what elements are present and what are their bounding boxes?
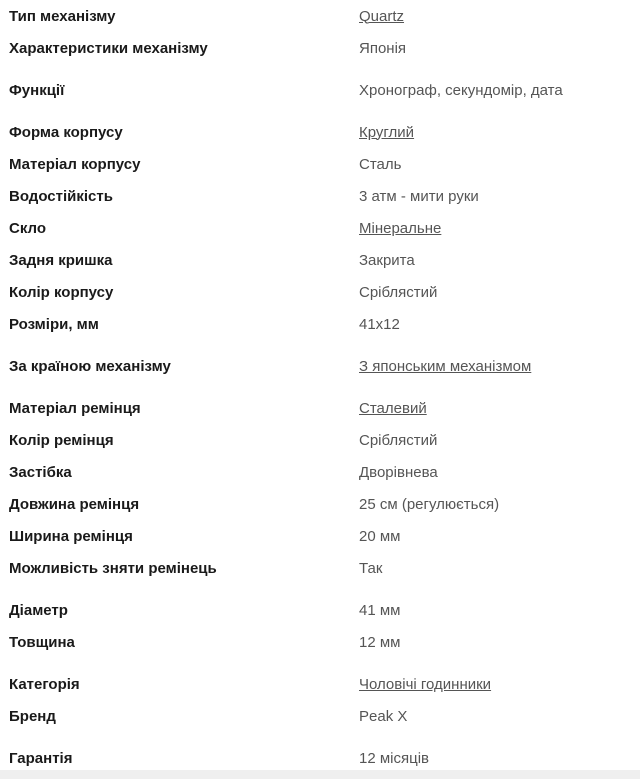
spec-value: 12 місяців bbox=[359, 749, 430, 767]
spec-label: Довжина ремінця bbox=[9, 495, 140, 513]
spec-label: Колір корпусу bbox=[9, 283, 114, 301]
spec-row-case-shape bbox=[0, 116, 640, 148]
spec-row-dimensions bbox=[0, 308, 640, 340]
page-bottom-divider bbox=[0, 770, 640, 779]
spec-label: Матеріал ремінця bbox=[9, 399, 141, 417]
spec-row-water-resistance bbox=[0, 180, 640, 212]
spec-row-movement-type bbox=[0, 0, 640, 32]
spec-value: Сріблястий bbox=[359, 431, 438, 449]
spec-value: 12 мм bbox=[359, 633, 401, 651]
spec-row-strap-color bbox=[0, 424, 640, 456]
spec-row-strap-material bbox=[0, 392, 640, 424]
spec-value: Хронограф, секундомір, дата bbox=[359, 81, 563, 99]
spec-value: Дворівнева bbox=[359, 463, 438, 481]
spec-row-category bbox=[0, 668, 640, 700]
spec-value-link[interactable]: Круглий bbox=[359, 123, 415, 141]
spec-value: Сталь bbox=[359, 155, 402, 173]
spec-value: Так bbox=[359, 559, 383, 577]
spec-label: Розміри, мм bbox=[9, 315, 99, 333]
spec-label: Функції bbox=[9, 81, 65, 99]
spec-label: За країною механізму bbox=[9, 357, 171, 375]
spec-row-thickness bbox=[0, 626, 640, 658]
spec-row-clasp bbox=[0, 456, 640, 488]
spec-row-diameter bbox=[0, 594, 640, 626]
spec-label: Товщина bbox=[9, 633, 75, 651]
spec-label: Водостійкість bbox=[9, 187, 113, 205]
spec-value: Peak X bbox=[359, 707, 408, 725]
spec-label: Застібка bbox=[9, 463, 72, 481]
spec-row-back-cover bbox=[0, 244, 640, 276]
spec-row-glass bbox=[0, 212, 640, 244]
spec-value-link[interactable]: Мінеральне bbox=[359, 219, 442, 237]
spec-value: 20 мм bbox=[359, 527, 401, 545]
spec-row-movement-country bbox=[0, 350, 640, 382]
spec-label: Бренд bbox=[9, 707, 56, 725]
spec-label: Форма корпусу bbox=[9, 123, 123, 141]
spec-row-strap-length bbox=[0, 488, 640, 520]
spec-value-link[interactable]: З японським механізмом bbox=[359, 357, 532, 375]
spec-row-case-material bbox=[0, 148, 640, 180]
spec-label: Скло bbox=[9, 219, 47, 237]
spec-value: 41 мм bbox=[359, 601, 401, 619]
spec-label: Діаметр bbox=[9, 601, 68, 619]
spec-row-movement-specs bbox=[0, 32, 640, 64]
spec-value-link[interactable]: Чоловічі годинники bbox=[359, 675, 492, 693]
spec-value: 3 атм - мити руки bbox=[359, 187, 479, 205]
spec-label: Ширина ремінця bbox=[9, 527, 133, 545]
spec-row-removable-strap bbox=[0, 552, 640, 584]
spec-row-functions bbox=[0, 74, 640, 106]
spec-row-case-color bbox=[0, 276, 640, 308]
spec-label: Колір ремінця bbox=[9, 431, 114, 449]
spec-label: Гарантія bbox=[9, 749, 73, 767]
spec-label: Матеріал корпусу bbox=[9, 155, 141, 173]
spec-value-link[interactable]: Quartz bbox=[359, 7, 405, 25]
spec-row-strap-width bbox=[0, 520, 640, 552]
spec-label: Задня кришка bbox=[9, 251, 113, 269]
spec-value: 25 см (регулюється) bbox=[359, 495, 500, 513]
spec-label: Можливість зняти ремінець bbox=[9, 559, 217, 577]
spec-label: Категорія bbox=[9, 675, 80, 693]
spec-value-link[interactable]: Сталевий bbox=[359, 399, 427, 417]
spec-value: Японія bbox=[359, 39, 407, 57]
spec-label: Тип механізму bbox=[9, 7, 116, 25]
spec-value: Сріблястий bbox=[359, 283, 438, 301]
spec-row-brand bbox=[0, 700, 640, 732]
spec-value: Закрита bbox=[359, 251, 415, 269]
spec-label: Характеристики механізму bbox=[9, 39, 208, 57]
spec-value: 41x12 bbox=[359, 315, 400, 333]
